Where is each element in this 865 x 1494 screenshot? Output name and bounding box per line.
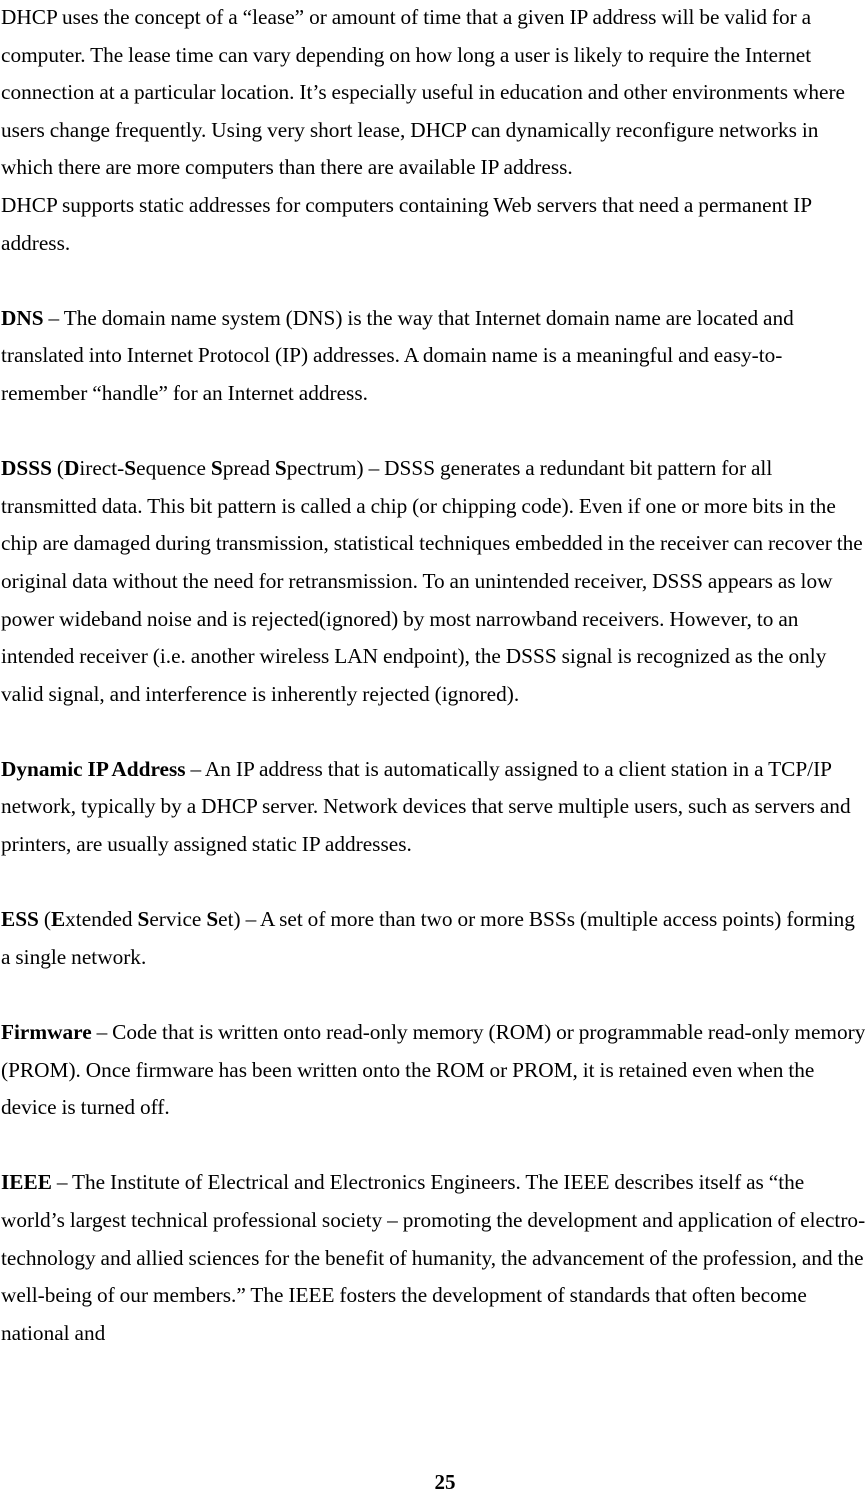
expansion-rest: ervice — [149, 907, 207, 932]
expansion-initial: S — [274, 456, 287, 481]
glossary-entry-dynamic-ip — [1, 751, 865, 864]
expansion-initial: S — [124, 456, 137, 481]
glossary-term: Dynamic IP Address — [1, 756, 186, 781]
glossary-definition: – The Institute of Electrical and Electronics Engineers. The IEEE describes itself as “the world’s largest technical professional society – promoting the development and application of electro-technology and allied sciences for the benefit of humanity, the advancement of the profession, and the well-being of our members.” The IEEE fosters the development of standards that often become national and — [1, 1170, 865, 1345]
paragraph-spacer — [1, 864, 865, 902]
glossary-definition: – A set of more than two or more BSSs (multiple access points) forming a single network. — [1, 907, 855, 969]
expansion-open: ( — [51, 456, 64, 481]
glossary-entry-dns — [1, 300, 865, 413]
document-page — [1, 0, 865, 1352]
expansion-initial: S — [137, 907, 150, 932]
glossary-term: DSSS — [1, 456, 52, 481]
expansion-open: ( — [38, 907, 51, 932]
expansion-rest: pread — [222, 456, 275, 481]
glossary-entry-ieee — [1, 1164, 865, 1352]
expansion-initial: D — [63, 456, 80, 481]
paragraph-spacer — [1, 713, 865, 751]
glossary-entry-firmware — [1, 1014, 865, 1127]
expansion-rest: et) — [218, 907, 241, 932]
dhcp-lease-paragraph: DHCP uses the concept of a “lease” or amount of time that a given IP address will be valid for a computer. The lease time can vary depending on how long a user is likely to require the Internet connection at a particular location. It’s especially useful in education and other environments where users change frequently. Using very short lease, DHCP can dynamically reconfigure networks in which there are more computers than there are available IP address. — [1, 5, 846, 180]
expansion-rest: irect- — [79, 456, 125, 481]
paragraph-spacer — [1, 976, 865, 1014]
glossary-definition: – An IP address that is automatically assigned to a client station in a TCP/IP network, typically by a DHCP server. Network devices that serve multiple users, such as servers and printers, are usually assigned static IP addresses. — [1, 756, 851, 857]
glossary-entry-ess — [1, 901, 865, 976]
paragraph-spacer — [1, 1127, 865, 1165]
expansion-rest: xtended — [65, 907, 138, 932]
expansion-rest: equence — [136, 456, 211, 481]
expansion-initial: E — [50, 907, 66, 932]
dhcp-static-paragraph: DHCP supports static addresses for computers containing Web servers that need a permanent IP address. — [1, 192, 812, 255]
glossary-term: ESS — [1, 907, 39, 932]
paragraph-spacer — [1, 413, 865, 451]
paragraph-spacer — [1, 262, 865, 300]
glossary-entry-dsss — [1, 450, 865, 713]
glossary-term: DNS — [1, 305, 44, 330]
glossary-definition: – Code that is written onto read-only memory (ROM) or programmable read-only memory (PROM). Once firmware has been written onto the ROM or PROM, it is retained even when the device is turned off. — [1, 1020, 865, 1120]
expansion-initial: S — [210, 456, 223, 481]
glossary-term: IEEE — [1, 1170, 52, 1195]
glossary-definition: – The domain name system (DNS) is the way that Internet domain name are located and translated into Internet Protocol (IP) addresses. A domain name is a meaningful and easy-to-remember “handle” for an Internet address. — [1, 305, 794, 405]
page-number: 25 — [434, 1470, 456, 1494]
expansion-rest: pectrum) — [286, 456, 364, 481]
glossary-term: Firmware — [1, 1020, 92, 1045]
glossary-definition: – DSSS generates a redundant bit pattern for all transmitted data. This bit pattern is called a chip (or chipping code). Even if one or more bits in the chip are damaged during transmission, statistical techniques embedded in the receiver can recover the original data without the need for retransmission. To an unintended receiver, DSSS appears as low power wideband noise and is rejected(ignored) by most narrowband receivers. However, to an intended receiver (i.e. another wireless LAN endpoint), the DSSS signal is recognized as the only valid signal, and interference is inherently rejected (ignored). — [1, 456, 863, 706]
expansion-initial: S — [206, 907, 219, 932]
